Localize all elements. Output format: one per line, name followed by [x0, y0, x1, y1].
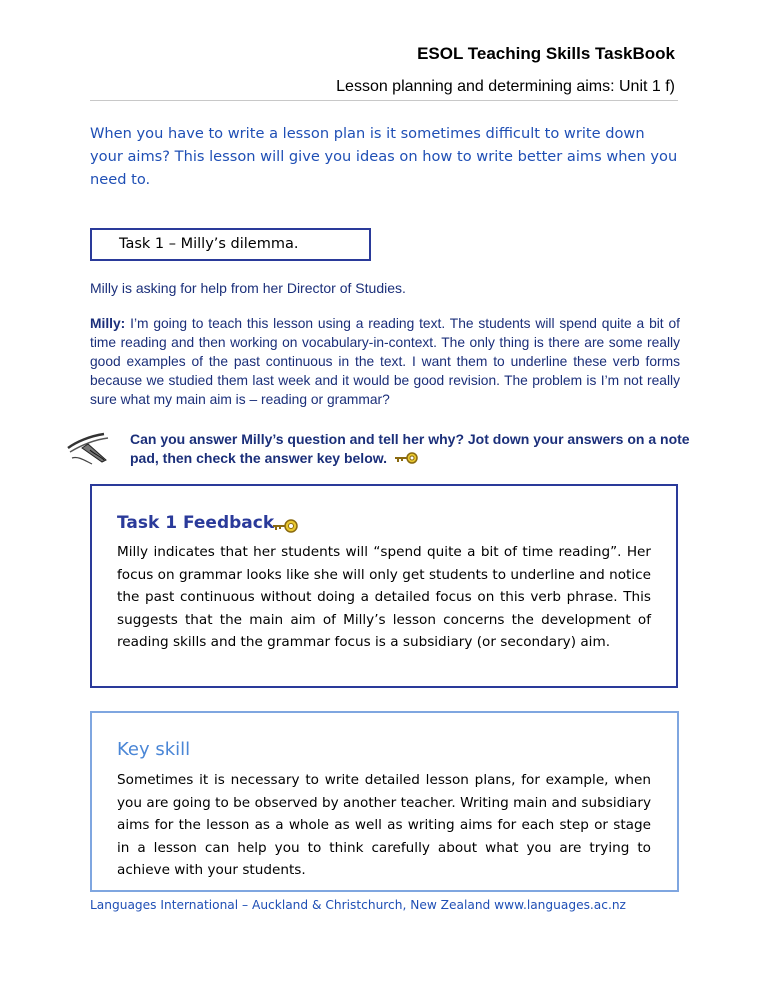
task-label-box — [90, 228, 371, 261]
speaker-name: Milly: — [90, 316, 126, 331]
feedback-title: Task 1 Feedback — [117, 513, 275, 533]
header-divider — [90, 100, 678, 101]
document-subtitle: Lesson planning and determining aims: Unit 1 f) — [336, 78, 675, 95]
key-icon — [393, 451, 419, 465]
quote-text: I’m going to teach this lesson using a reading text. The students will spend quite a bit of time reading and then working on vocabulary-in-context. The only thing is there are some really good examples of the past continuous in the text. I want them to underline these verb forms because we studied them last week and it would be good revision. The problem is I’m not really sure what my main aim is – reading or grammar? — [90, 316, 680, 407]
key-skill-title: Key skill — [117, 739, 191, 760]
document-title: ESOL Teaching Skills TaskBook — [417, 44, 675, 63]
task-context: Milly is asking for help from her Director of Studies. — [90, 280, 406, 296]
task-question — [130, 430, 690, 468]
key-skill-text: Sometimes it is necessary to write detailed lesson plans, for example, when you are going to be observed by another teacher. Writing main and subsidiary aims for the lesson as a whole as well as writing aims for each step or stage in a lesson can help you to think carefully about what you are trying to achieve with your students. — [117, 772, 651, 878]
page-footer: Languages International – Auckland & Christchurch, New Zealand www.languages.ac.nz — [90, 898, 626, 912]
key-icon — [271, 518, 299, 534]
feedback-text: Milly indicates that her students will “spend quite a bit of time reading”. Her focus on grammar looks like she will only get students to underline and notice the past continuous without doing a detailed focus on this verb phrase. This suggests that the main aim of Milly’s lesson concerns the development of reading skills and the grammar focus is a subsidiary (or secondary) aim. — [117, 544, 651, 650]
question-text: Can you answer Milly’s question and tell her why? Jot down your answers on a note pad, then check the answer key below. — [130, 431, 690, 466]
milly-quote — [90, 314, 680, 409]
pen-writing-icon — [64, 426, 114, 468]
task-label: Task 1 – Milly’s dilemma. — [119, 236, 299, 252]
intro-paragraph: When you have to write a lesson plan is it sometimes difficult to write down your aims? This lesson will give you ideas on how to write better aims when you need to. — [90, 125, 678, 188]
